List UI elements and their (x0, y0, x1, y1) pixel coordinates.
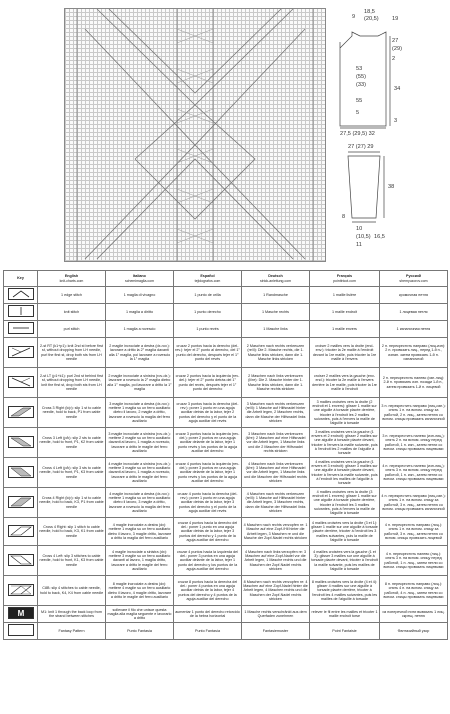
cross-4-right-purl-icon (8, 496, 34, 508)
key-row (4, 304, 448, 321)
symbol-drawing (9, 437, 33, 447)
key-description-cell: 8 Maschen nach rechts verzopfen re: 4 Maschen auf eine Zopf-Nadel hinter die Arbeit legen, 4 Maschen rechts und die Maschen der Zopf-Nadel rechts stricken (242, 576, 310, 606)
key-description-cell: 4 Maschen nach links verzopfen re: 3 Maschen auf eine Zopf-Nadel vor die Arbeit legen, 1 Masche rechts und die Maschen der Zopf-Nadel rechts stricken (242, 546, 310, 576)
key-description-cell: Cross 4 Right: slip 1 stitch to cable needle, hold to back, K3, K1 from cable needle (38, 518, 106, 546)
key-description-cell: 1 Masche rechts verschränkt aus dem Querfaden zunehmen (242, 606, 310, 623)
key-description-cell: 3 п. перекрестить направо (лиц-изн.): снять 1 п. на вспом. спицу за работой, 2 п. лиц., затем петлю со вспом. спицы провязать изнаночной (380, 398, 448, 428)
column-source-site: shemyuzorov.com (399, 278, 428, 283)
left-twist-2-icon (8, 376, 34, 388)
knit-stitch-icon (8, 305, 34, 317)
key-description-cell: cruzar 4 puntos hacia la izquierda del del.: poner 3 puntos en una aguja auxiliar delante de la labor, tejer 1 punto del derecho y los puntos de la aguja auxiliar del derecho (174, 546, 242, 576)
sleeve-side-label: 38 (388, 184, 395, 190)
right-twist-2-icon (8, 346, 34, 358)
cable-8-back-icon (8, 584, 34, 596)
key-column-header (242, 271, 310, 287)
column-title: English (64, 274, 79, 279)
key-row (4, 488, 448, 518)
key-description-cell: 3 mailles croisées vers la gauche (1 envers et 2 endroit): glisser 2 mailles sur une aiguille à torsade placée devant, tricoter à l'envers la maille suivante, puis à l'endroit les 2 mailles de l'aiguille à torsade (310, 428, 380, 458)
key-description-cell: 1 Masche links (242, 321, 310, 338)
key-description-cell: relever le fil entre les mailles et tricoter 1 maille endroit torse (310, 606, 380, 623)
column-source-site: tejidografos.com (194, 278, 221, 283)
cross-4-left-purl-icon (8, 466, 34, 478)
key-symbol-cell (4, 338, 38, 368)
sleeve-side-label: 8 (342, 214, 346, 220)
key-row (4, 398, 448, 428)
key-description-cell: Punto Fantasía (174, 623, 242, 640)
key-description-cell: cruzar 8 puntos hacia la derecha del del.: poner 4 puntos en una aguja auxiliar detrás de la labor, tejer 4 puntos del derecho y 4 puntos de la aguja auxiliar del derecho (174, 576, 242, 606)
key-row (4, 428, 448, 458)
key-description-cell: C8B: slip 4 stitches to cable needle, hold to back, K4, K4 from cable needle (38, 576, 106, 606)
purl-stitch-icon (8, 322, 34, 334)
symbol-drawing (9, 608, 33, 618)
cross-4-right-icon (8, 525, 34, 537)
symbol-drawing (9, 323, 33, 333)
schematic-side-label: (33) (356, 82, 366, 88)
key-description-cell: 8 maglie incrociate a destra (dx): mettere 4 maglie su un ferro ausiliario dietro il lavoro, 4 maglie dritto, lavorare a dritto le maglie del ferro ausiliario (106, 576, 174, 606)
key-column-header (106, 271, 174, 287)
sleeve-bottom-label: 16,5 (374, 234, 385, 240)
key-table-body (4, 287, 448, 640)
schematic-top-label: 18,5 (364, 9, 375, 15)
column-title: Italiano (133, 274, 146, 279)
key-symbol-cell (4, 488, 38, 518)
key-description-cell: 4 п. перекрестить налево (лиц.): снять 3 п. на вспом. спицу перед работой, 1 п. лиц., затем петли со вспом. спицы провязать лицевыми (380, 546, 448, 576)
key-description-cell: 2 п. перекрестить направо (лиц-изн): 2 п. провязать лиц., перед 1-й п., изнан. затем провязать 1-й п. изнаночной (380, 338, 448, 368)
key-description-cell: knit stitch (38, 304, 106, 321)
svg-text:M: M (17, 609, 24, 619)
cross-4-left-icon (8, 554, 34, 566)
key-description-cell: aumentar 1 punto del derecho retorcido de la hebra horizontal (174, 606, 242, 623)
key-description-cell: 2 maglie incrociate a sinistra (rov-dx.): lavorare a rovescio la 2° maglia dietro alla 1° maglia, poi lavorare a dritto la 1° maglia (106, 368, 174, 398)
key-description-cell: Point Fantaisie (310, 623, 380, 640)
key-description-cell: 1 Masche rechts (242, 304, 310, 321)
key-description-cell: 3 mailles croisées vers la droite (2 endroit et 1 envers): glisser 1 maille sur une aiguille à torsade placée derrière, tricoter à l'endroit les 2 mailles suivantes, puis à l'envers la maille de l'aiguille à torsade (310, 398, 380, 428)
key-description-cell: 2-st RT (k1+p1): knit 2nd st before first st, without dropping from LH needle, purl the first st, drop both sts from LH needle (38, 338, 106, 368)
key-column-header (310, 271, 380, 287)
key-description-cell: 2-st LT (p1+k1): purl 2nd st behind first st, without dropping from LH needle, knit the first st, drop both sts from LH needle (38, 368, 106, 398)
key-description-cell: Cross 4 Left (p/k): slip 3 sts to cable needle, hold to front, P1, K3 from cable needle (38, 458, 106, 488)
fantasy-pattern-icon (8, 624, 34, 636)
column-title: Français (336, 274, 353, 279)
symbol-drawing (9, 497, 33, 507)
sleeve-top-label: 27 (27) 29 (348, 144, 374, 150)
key-description-cell: 1 punto derecho (174, 304, 242, 321)
key-description-cell: 4 mailles croisées vers la droite (3 endroit et 1 envers): glisser 1 maille sur une aiguille à torsade placée derrière, tricoter à l'endroit les 3 mailles suivantes, puis à l'envers la maille de l'aiguille à torsade (310, 488, 380, 518)
key-column-header (38, 271, 106, 287)
column-title: Key (17, 276, 24, 281)
key-description-cell: 2 Maschen nach links verkreuzen (li/re): Die 2. Masche hinter der 1. Masche links stricken, dann die 1. Masche rechts stricken (242, 368, 310, 398)
schematic-side-label: 53 (356, 66, 363, 72)
sleeve-bottom-label: 10 (356, 226, 363, 232)
symbol-drawing (9, 347, 33, 357)
key-row (4, 458, 448, 488)
key-description-cell: 3 п. перекрестить налево (изн-лиц.): снять 2 п. на вспом. спицу перед работой, 1 п. изн., затем петли со вспом. спицы провязать лицевыми (380, 428, 448, 458)
column-source-site: strick-anleitung.com (259, 278, 292, 283)
key-description-cell: cruzar 3 puntos hacia la derecha (del-rev.): poner 1 punto en una aguja auxiliar detrás de la labor, tejer 2 puntos del derecho y el punto de la aguja auxiliar del revés (174, 398, 242, 428)
key-row (4, 623, 448, 640)
symbol-drawing (9, 555, 33, 565)
schematic-side-label: 55 (356, 98, 363, 104)
sleeve-bottom-label: (10,5) (356, 234, 371, 240)
key-description-cell: Cross 4 Left: slip 3 stitches to cable needle, hold to front, K1, K3 from cable needle (38, 546, 106, 576)
key-description-cell: 1 maglia a diritto (106, 304, 174, 321)
key-description-cell: 4 п. перекрестить налево (изн-лиц.): снять 3 п. на вспом. спицу перед работой, 1 п. изн., затем петли со вспом. спицы провязать лицевыми (380, 458, 448, 488)
key-description-cell: 8 п. перекрестить направо (лиц.): снять 4 п. на вспом. спицу за работой, 4 п. лиц., затем петли со вспом. спицы провязать лицевыми (380, 576, 448, 606)
key-description-cell: cruzar 2 puntos hacia la derecho (del-rev.): tejer el 2° punto al derecho, del 1° punto del derecho, después tejer el 1° punto del revés (174, 338, 242, 368)
key-description-cell: кромочная петля (380, 287, 448, 304)
symbol-drawing (9, 625, 33, 635)
key-description-cell: 4 mailles croisées vers la droite (3 et 1): glisser 1 maille sur une aiguille à torsade placée derrière, tricoter à l'endroit les 3 mailles suivantes, puis la maille de l'aiguille à torsade (310, 518, 380, 546)
key-row (4, 606, 448, 623)
key-row (4, 518, 448, 546)
key-symbol-cell (4, 287, 38, 304)
key-row (4, 576, 448, 606)
key-description-cell: 4 Maschen nach rechts verzopfen re: 1 Masche auf eine Zopf-/Hil hinter die Arbeit legen, 3 Maschen re und die Masche der Zopf-Nadel rechts stricken (242, 518, 310, 546)
key-description-cell: 4 п. перекрестить направо (лиц-изн.): снять 1 п. на вспом. спицу за работой, 3 п. лиц., затем петлю со вспом. спицы провязать изнаночной (380, 488, 448, 518)
schematic-top-label: 27 (392, 38, 399, 44)
key-description-cell: 1 maille endroit (310, 304, 380, 321)
key-description-cell: 1 edge stitch (38, 287, 106, 304)
key-description-cell: cruzar 4 puntos hacia la izquierda (rev-del.): poner 3 puntos en una aguja auxiliar delante de la labor, tejer 1 punto revés y los puntos de la aguja auxiliar del derecho (174, 458, 242, 488)
schematic-side-label: 5 (356, 110, 360, 116)
key-description-cell: 4 mailles croisées vers la gauche (1 et 3): glisser 3 mailles sur une aiguille à torsade placée devant, tricoter à l'endroit la maille suivante, puis les mailles de l'aiguille à torsade (310, 546, 380, 576)
key-description-cell: Punto Fantasia (106, 623, 174, 640)
key-description-cell: purl stitch (38, 321, 106, 338)
key-description-cell: 4 mailles croisées vers la gauche (1 envers et 3 endroit): glisser 3 mailles sur une aiguille à torsade placée devant, tricoter à l'envers la maille suivante, puis à l'endroit les mailles de l'aiguille à torsade (310, 458, 380, 488)
key-description-cell: cruzar 4 punto hacia la derecha (del-rev.): poner 1 punto en una aguja auxiliar detrás de la labor, tejer 3 puntos del derecho y el punto de la aguja auxiliar del revés (174, 488, 242, 518)
key-description-cell: 4 maglie incrociate a sinistra (dx): mettere 3 maglie su un ferro ausiliario davanti al lavoro, 1 maglia dritto, lavorare a dritto le maglie del ferro ausiliario (106, 546, 174, 576)
key-description-cell: 4 Maschen nach rechts verkreuzen (re/li): 1 Masche auf Hilfsnadel hinter die Arbeit legen, 3 Maschen rechts, dann die Masche der Hilfsnadel links stricken (242, 488, 310, 518)
key-description-cell: 1 punto revés (174, 321, 242, 338)
key-table-header-row (4, 271, 448, 287)
symbol-drawing (9, 289, 33, 299)
key-description-cell: cruzar 4 puntos hacia la derecho del del.: poner 1 punto en una aguja auxiliar detrás de la labor, tejer 3 puntos del derecho y 1 punto de la aguja auxiliar del derecho (174, 518, 242, 546)
cross-3-right-icon (8, 406, 34, 418)
key-description-cell: Fantasiemuster (242, 623, 310, 640)
key-description-cell: croiser 2 mailles vers la droite (end-env.): tricoter la 2e maille à l'endroit devant la 1re maille, puis tricoter la 1re maille à l'envers (310, 338, 380, 368)
key-description-cell: 1 изнаночная петля (380, 321, 448, 338)
key-description-cell: 8 mailles croisées vers la droite (4 et 4): glisser 4 mailles sur une aiguille à torsade placée derrière, tricoter à l'endroit les 4 mailles suivantes, puis les mailles de l'aiguille à torsade (310, 576, 380, 606)
key-description-cell: Cross 3 Right (k/p): slip 1 st to cable needle, hold to back, P1 from cable needle (38, 398, 106, 428)
key-symbol-cell (4, 398, 38, 428)
schematic-top-label: 19 (392, 16, 399, 22)
symbol-drawing (9, 306, 33, 316)
cable-diagram-overlay (65, 9, 325, 261)
key-description-cell: Cross 4 Right (k/p): slip 1 st to cable needle, hold to back, K3, P1 from cable needle (38, 488, 106, 518)
key-symbol-cell (4, 606, 38, 623)
key-description-cell: 1 Randmasche (242, 287, 310, 304)
key-description-cell: Фантазийный узор (380, 623, 448, 640)
key-description-cell: 2 п. перекрестить налево (изн-лиц): 2-й п. провязать изн. позади 1-й п., затем провязать 1-й п. лицевой (380, 368, 448, 398)
key-symbol-cell (4, 428, 38, 458)
key-symbol-cell (4, 368, 38, 398)
knitting-chart-grid (64, 8, 326, 262)
garment-schematics (338, 6, 450, 268)
sleeve-bottom-label: 11 (356, 242, 362, 248)
symbol-drawing (9, 467, 33, 477)
schematic-side-label: (55) (356, 74, 366, 80)
schematic-side-label: 3 (394, 118, 398, 124)
key-symbol-cell (4, 518, 38, 546)
key-symbol-cell (4, 304, 38, 321)
symbol-drawing (9, 526, 33, 536)
key-description-cell: 4 maglie incrociate a destra (dx-rov.): mettere 1 maglia su un ferro ausiliario dietro il lavoro, 3 maglie a dritto, lavorare a rovescio la maglia del ferro ausiliario (106, 488, 174, 518)
key-symbol-cell (4, 458, 38, 488)
key-description-cell: 1 maille envers (310, 321, 380, 338)
stitch-key-table (3, 270, 448, 640)
symbol-drawing (9, 377, 33, 387)
key-row (4, 321, 448, 338)
key-symbol-cell (4, 623, 38, 640)
key-description-cell: Cross 3 Left (p/k): slip 2 sts to cable needle, hold to front, P1, K2 from cable needle (38, 428, 106, 458)
key-column-header (380, 271, 448, 287)
edge-stitch-icon (8, 288, 34, 300)
key-description-cell: 1 maglia a rovescio (106, 321, 174, 338)
symbol-drawing (9, 585, 33, 595)
key-description-cell: из поперечной нити вывязать 1 лиц. скрещ. петлю (380, 606, 448, 623)
column-title: Español (200, 274, 215, 279)
column-title: Deutsch (268, 274, 283, 279)
key-description-cell: 4 maglie incrociate a sinistra (rov-dx.): mettere 3 maglie su un ferro ausiliario davanti al lavoro, 1 maglia a rovescio, lavorare a dritto le maglie del ferro ausiliario (106, 458, 174, 488)
column-title: Русский (406, 274, 421, 279)
cross-3-left-icon (8, 436, 34, 448)
make-one-icon (8, 607, 34, 619)
schematic-top-label: (29) (392, 46, 402, 52)
key-description-cell: 4 maglie incrociate a destra (dx): mettere 1 maglia su un ferro ausiliario dietro il lavoro, 3 maglie dritto, lavorare a dritto la maglia del ferro ausiliario (106, 518, 174, 546)
key-description-cell: 4 Maschen nach links verkreuzen (li/re): 3 Maschen auf eine Hilfsnadel vor die Arbeit legen, 1 Masche links und die Maschen der Hilfsnadel rechts stricken (242, 458, 310, 488)
key-description-cell: 2 maglie incrociate a destra (dx-rov.): lavorare a dritto la 2° maglia davanti alla 1° maglia, poi lavorare a rovescio la 1° maglia (106, 338, 174, 368)
column-source-site: pointtricot.com (333, 278, 356, 283)
key-symbol-cell (4, 546, 38, 576)
key-description-cell: 1 maglia di vivagno (106, 287, 174, 304)
key-row (4, 368, 448, 398)
key-description-cell: 1 punto de orilla (174, 287, 242, 304)
key-description-cell: 4 п. перекрестить направо (лиц.): снять 1 п. на вспом. спицу за работой, 3 п. лиц., затем петлю со вспом. спицы провязать лицевой (380, 518, 448, 546)
key-description-cell: 3 Maschen nach links verkreuzen (li/re): 2 Maschen auf eine Hilfsnadel vor die Arbeit legen, 1 Masche links und die 2 Maschen der Hilfsnadel rechts stricken (242, 428, 310, 458)
symbol-drawing (9, 407, 33, 417)
key-row (4, 546, 448, 576)
key-description-cell: sollevare il filo che unisce questa maglia alla maglia seguente e lavorarlo a dritto (106, 606, 174, 623)
key-row (4, 287, 448, 304)
key-column-header (174, 271, 242, 287)
key-row (4, 338, 448, 368)
key-description-cell: cruzar 3 puntos hacia la izquierda (rev-del.): poner 2 puntos en una aguja auxiliar delante de la labor, tejer 1 punto revés y los puntos de la aguja auxiliar del derecho (174, 428, 242, 458)
key-description-cell: 3 maglie incrociate a destra (dx-rov.): mettere 1 maglia su un ferro ausiliario dietro il lavoro, 2 maglie a dritto, lavorare a rovescio la maglia del ferro ausiliario (106, 398, 174, 428)
key-description-cell: 1 лицевая петля (380, 304, 448, 321)
key-description-cell: M1: knit 1 through the back loop from the strand between stitches (38, 606, 106, 623)
key-symbol-cell (4, 576, 38, 606)
key-symbol-cell (4, 321, 38, 338)
key-description-cell: 1 maille lisière (310, 287, 380, 304)
schematic-side-label: 34 (394, 86, 401, 92)
key-description-cell: cruzar 2 puntos hacia la izquierda (rev-del.): tejer el 2° punto detrás del 1° punto del revés, después tejer el 1° punto del derecho (174, 368, 242, 398)
key-description-cell: 3 Maschen nach rechts verkreuzen (re/li): 1 Masche auf Hilfsnadel hinter die Arbeit legen, 2 Maschen rechts, dann die Masche der Hilfsnadel links stricken (242, 398, 310, 428)
schematic-top-label: 9 (352, 14, 356, 20)
column-source-site: knit-charts.com (59, 278, 84, 283)
key-description-cell: Fantasy Pattern (38, 623, 106, 640)
key-description-cell: 3 maglie incrociate a sinistra (rov-dx.): mettere 2 maglie su un ferro ausiliario davanti al lavoro, 1 maglia a rovescio, lavorare a dritto le maglie del ferro ausiliario (106, 428, 174, 458)
schematic-top-label: 2 (392, 56, 396, 62)
schematic-bottom-label: 27,5 (29,5) 32 (340, 131, 375, 137)
key-description-cell: 2 Maschen nach rechts verkreuzen (re/li): Die 2. Masche rechts, die 1. Masche links stricken, dann die 1. Masche links stricken (242, 338, 310, 368)
column-source-site: schemimaglia.com (125, 278, 154, 283)
key-description-cell: croiser 2 mailles vers la gauche (env-end.): tricoter la 2e maille à l'envers derrière la 1re maille, puis tricoter la 1re maille à l'endroit (310, 368, 380, 398)
schematic-top-label: (20,5) (364, 16, 379, 22)
key-column-header (4, 271, 38, 287)
chart-area (0, 0, 450, 268)
